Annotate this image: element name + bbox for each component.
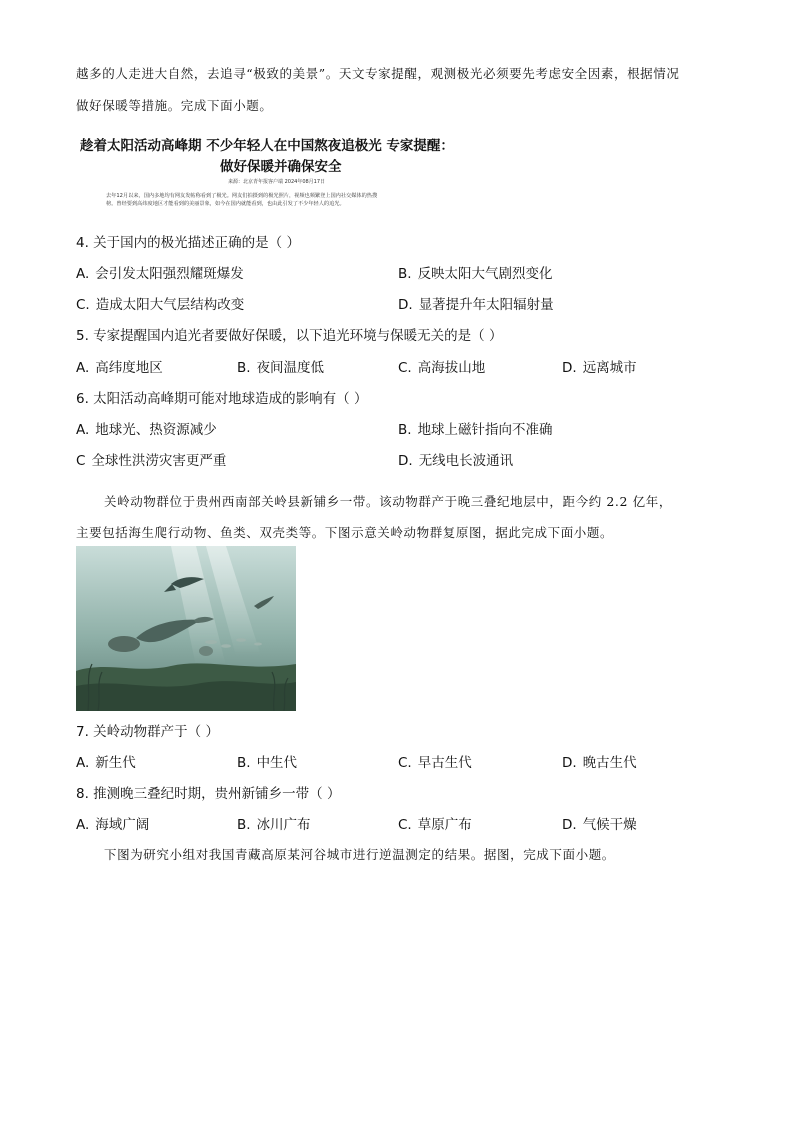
fish	[199, 646, 213, 656]
option-text: 新生代	[95, 755, 136, 771]
option-d[interactable]	[398, 293, 554, 313]
option-a[interactable]	[76, 262, 244, 282]
guanling-fauna-illustration	[76, 546, 296, 711]
question-stem: 5. 专家提醒国内追光者要做好保暖，以下追光环境与保暖无关的是（ ）	[76, 328, 503, 344]
option-letter: C.	[398, 817, 412, 833]
option-letter: D.	[398, 453, 413, 469]
option-text: 草原广布	[417, 817, 472, 833]
option-text: 远离城市	[582, 360, 637, 376]
option-a[interactable]	[76, 356, 163, 376]
option-d[interactable]	[398, 449, 513, 469]
option-text: 造成太阳大气层结构改变	[95, 297, 245, 313]
question-stem: 6. 太阳活动高峰期可能对地球造成的影响有（ ）	[76, 391, 368, 407]
option-c[interactable]	[76, 293, 244, 313]
option-letter: B.	[398, 266, 412, 282]
question-stem: 8. 推测晚三叠纪时期，贵州新铺乡一带（ ）	[76, 786, 341, 802]
option-c[interactable]	[398, 356, 485, 376]
option-letter: A.	[76, 360, 90, 376]
option-b[interactable]	[237, 751, 297, 771]
option-text: 海域广阔	[95, 817, 150, 833]
option-letter: D.	[398, 297, 413, 313]
option-d[interactable]	[562, 813, 637, 833]
option-text: 全球性洪涝灾害更严重	[91, 453, 227, 469]
question-stem: 4. 关于国内的极光描述正确的是（ ）	[76, 235, 300, 251]
article-subheadline: 做好保暖并确保安全	[220, 159, 342, 175]
intro-line: 下图为研究小组对我国青藏高原某河谷城市进行逆温测定的结果。据图，完成下面小题。	[104, 847, 615, 862]
option-b[interactable]	[398, 418, 553, 438]
article-headline: 趁着太阳活动高峰期 不少年轻人在中国熬夜追极光 专家提醒：	[80, 138, 454, 154]
option-text: 显著提升年太阳辐射量	[418, 297, 554, 313]
option-c[interactable]	[398, 751, 472, 771]
option-text: 无线电长波通讯	[418, 453, 514, 469]
intro-line: 主要包括海生爬行动物、鱼类、双壳类等。下图示意关岭动物群复原图，据此完成下面小题。	[76, 525, 614, 540]
option-a[interactable]	[76, 751, 136, 771]
article-body-line: 榜。曾经要到高纬度地区才能看到的美丽景象，如今在国内就能看到，也由此引发了不少年轻人的追光。	[106, 201, 345, 207]
option-text: 夜间温度低	[256, 360, 325, 376]
placodont	[108, 636, 140, 652]
intro-line: 关岭动物群位于贵州西南部关岭县新铺乡一带。该动物群产于晚三叠纪地层中，距今约 2.2 亿年，	[104, 494, 672, 509]
underwater-scene	[76, 546, 296, 711]
option-letter: B.	[237, 817, 251, 833]
option-letter: A.	[76, 817, 90, 833]
option-letter: A.	[76, 755, 90, 771]
article-body-line: 去年12月以来，国内多地均有网友发帖称看到了极光。网友们拍摄到的极光照片，视频也频繁登上国内社交媒体的热搜	[106, 193, 378, 199]
option-letter: D.	[562, 755, 577, 771]
option-letter: B.	[237, 755, 251, 771]
option-a[interactable]	[76, 418, 217, 438]
option-text: 中生代	[256, 755, 298, 771]
option-text: 反映太阳大气剧烈变化	[417, 266, 553, 282]
option-d[interactable]	[562, 356, 637, 376]
question-stem: 7. 关岭动物群产于（ ）	[76, 724, 219, 740]
option-d[interactable]	[562, 751, 637, 771]
intro-line: 做好保暖等措施。完成下面小题。	[76, 98, 273, 113]
option-letter: D.	[562, 817, 577, 833]
option-b[interactable]	[237, 813, 311, 833]
option-text: 会引发太阳强烈耀斑爆发	[95, 266, 244, 282]
option-letter: C	[76, 453, 86, 469]
option-b[interactable]	[237, 356, 324, 376]
option-letter: C.	[76, 297, 90, 313]
option-letter: B.	[398, 422, 412, 438]
option-text: 高海拔山地	[417, 360, 486, 376]
option-c[interactable]	[76, 449, 226, 469]
option-letter: A.	[76, 422, 90, 438]
option-text: 气候干燥	[582, 817, 637, 833]
option-text: 地球上磁针指向不准确	[417, 422, 553, 438]
seabed-foreground	[76, 681, 296, 711]
option-b[interactable]	[398, 262, 553, 282]
intro-line: 越多的人走进大自然，去追寻“极致的美景”。天文专家提醒，观测极光必须要先考虑安全因素，根据情况	[76, 66, 680, 81]
option-letter: D.	[562, 360, 577, 376]
option-letter: B.	[237, 360, 251, 376]
article-source: 来源：北京青年报客户端 2024年08月17日	[228, 179, 326, 185]
option-text: 高纬度地区	[95, 360, 163, 376]
article-body	[106, 192, 501, 208]
option-letter: C.	[398, 755, 412, 771]
news-article	[76, 132, 496, 212]
option-text: 晚古生代	[582, 755, 637, 771]
option-text: 早古生代	[417, 755, 472, 771]
option-c[interactable]	[398, 813, 472, 833]
option-text: 地球光、热资源减少	[95, 422, 217, 438]
option-letter: A.	[76, 266, 90, 282]
option-text: 冰川广布	[256, 817, 311, 833]
option-letter: C.	[398, 360, 412, 376]
option-a[interactable]	[76, 813, 149, 833]
